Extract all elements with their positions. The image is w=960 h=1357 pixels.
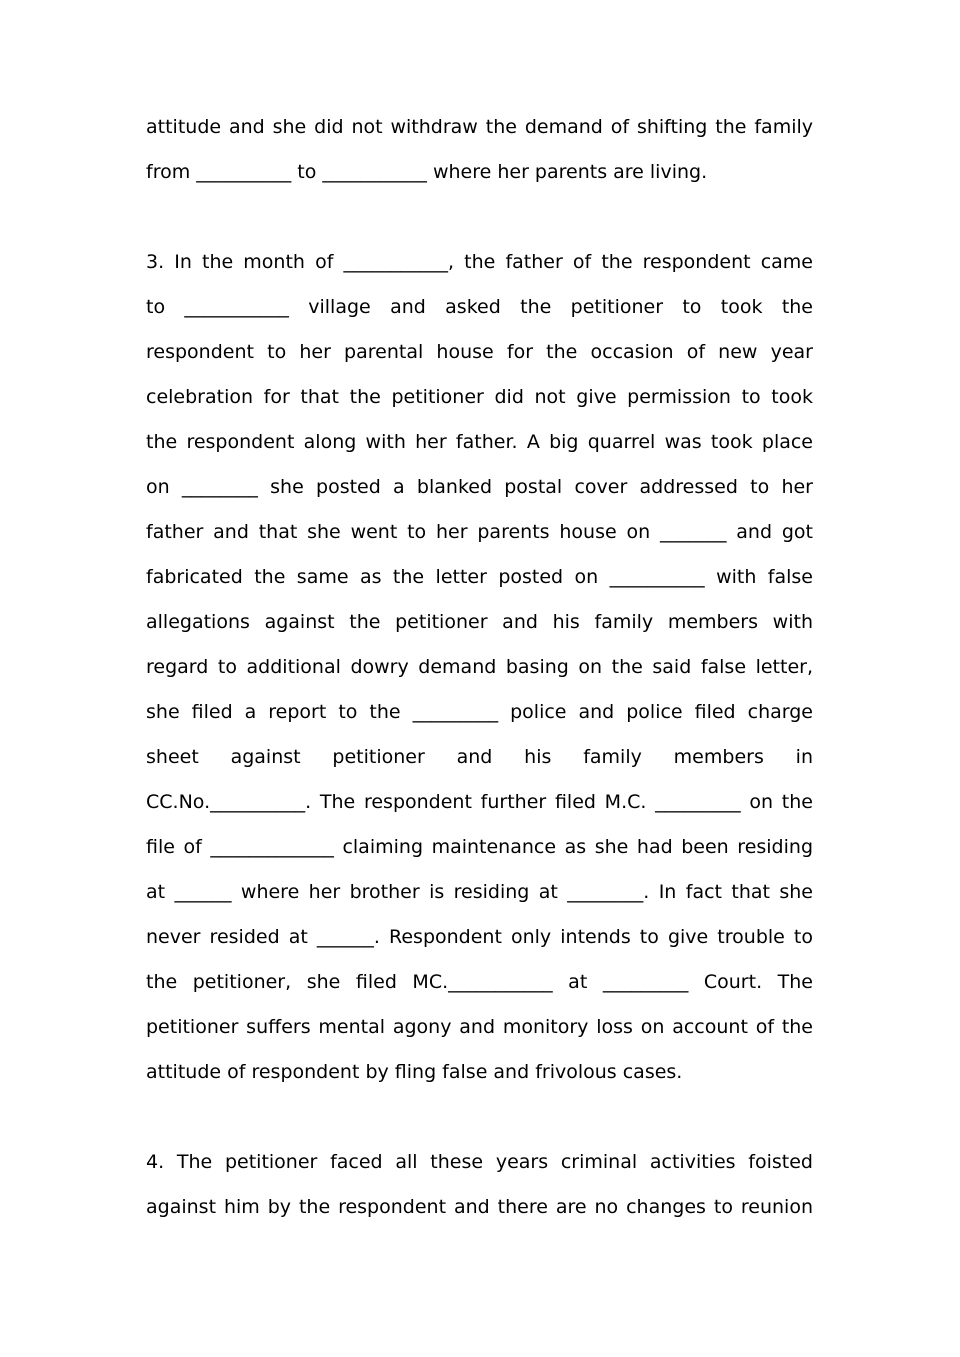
text-line: father and that she went to her parents house on _______ and got [146, 521, 813, 543]
text-line: against him by the respondent and there are no changes to reunion [146, 1196, 813, 1218]
text-line: CC.No.__________. The respondent further filed M.C. _________ on the [146, 791, 813, 813]
text-line: the respondent along with her father. A big quarrel was took place [146, 431, 813, 453]
text-line: to ___________ village and asked the petitioner to took the [146, 296, 813, 318]
text-line: attitude of respondent by fling false and frivolous cases. [146, 1061, 683, 1083]
text-line: she filed a report to the _________ police and police filed charge [146, 701, 813, 723]
text-line: from __________ to ___________ where her parents are living. [146, 161, 708, 183]
text-line: respondent to her parental house for the occasion of new year [146, 341, 813, 363]
text-line: celebration for that the petitioner did not give permission to took [146, 386, 813, 408]
text-line: regard to additional dowry demand basing on the said false letter, [146, 656, 813, 678]
text-line: allegations against the petitioner and his family members with [146, 611, 813, 633]
paragraph-4-start: 4. The petitioner faced all these years criminal activities foisted [146, 1151, 813, 1173]
text-line: the petitioner, she filed MC.___________ at _________ Court. The [146, 971, 813, 993]
text-line: file of _____________ claiming maintenance as she had been residing [146, 836, 813, 858]
text-line: petitioner suffers mental agony and monitory loss on account of the [146, 1016, 813, 1038]
text-line: sheet against petitioner and his family members in [146, 746, 813, 768]
text-line: fabricated the same as the letter posted on __________ with false [146, 566, 813, 588]
text-line: on ________ she posted a blanked postal cover addressed to her [146, 476, 813, 498]
text-line: never resided at ______. Respondent only intends to give trouble to [146, 926, 813, 948]
paragraph-3-start: 3. In the month of ___________, the father of the respondent came [146, 251, 813, 273]
text-line: attitude and she did not withdraw the demand of shifting the family [146, 116, 813, 138]
text-line: at ______ where her brother is residing at ________. In fact that she [146, 881, 813, 903]
